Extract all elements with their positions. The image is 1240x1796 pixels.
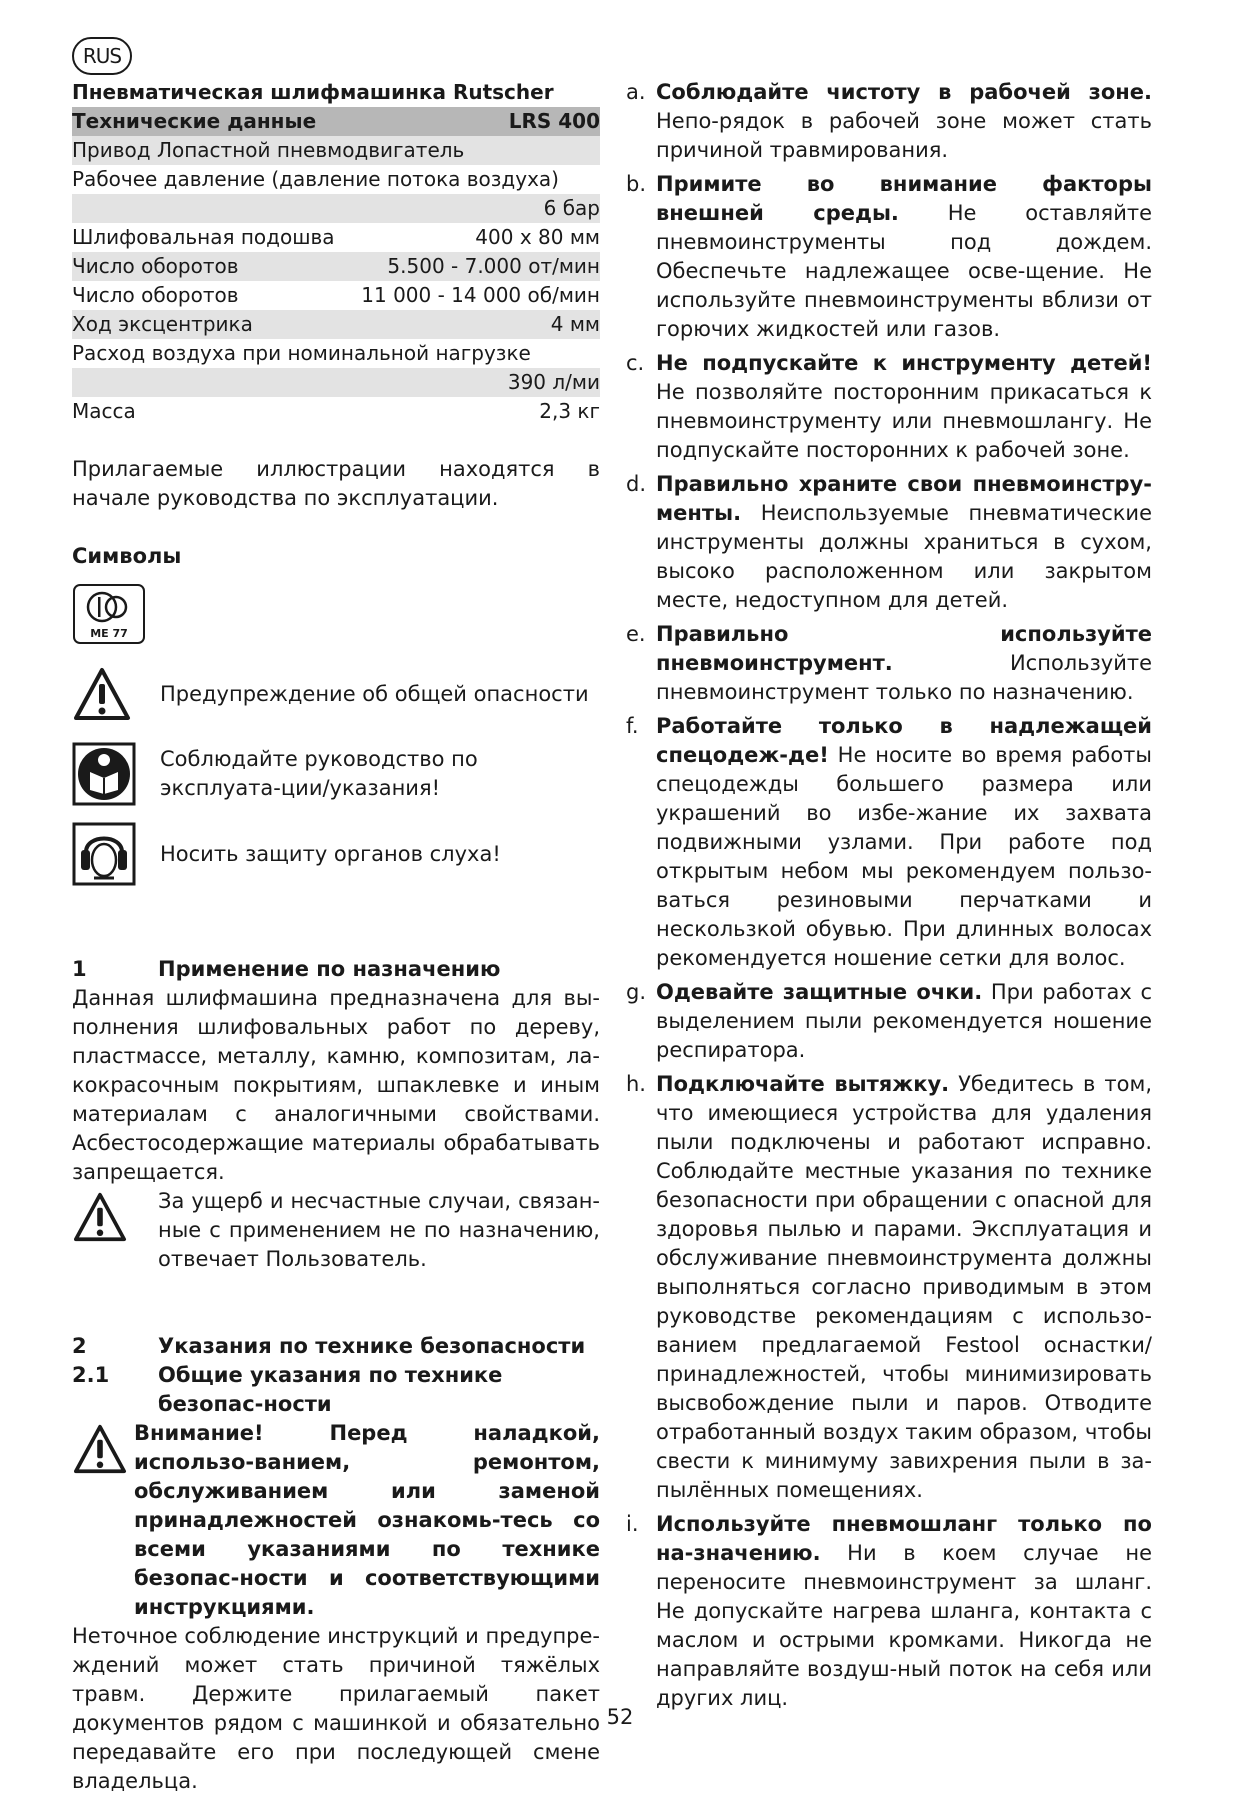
spec-row <box>72 194 600 223</box>
spec-label: Привод Лопастной пневмодвигатель <box>72 138 465 162</box>
item-letter: g. <box>626 980 647 1004</box>
spec-row <box>72 339 600 368</box>
section-1-warning <box>72 1187 600 1274</box>
general-danger-text: Предупреждение об общей опасности <box>160 681 589 706</box>
warning-bold-text: Внимание! Перед наладкой, использо-ванием, ремонтом, обслуживанием или заменой принадлежностей ознакомь-тесь со всеми указаниями по технике безопас-ности и соответствующими инструкциями. <box>134 1421 600 1619</box>
read-manual-text: Соблюдайте руководство по эксплуата-ции/указания! <box>160 747 478 800</box>
warning-triangle-icon <box>72 657 146 731</box>
item-bold: Примите во внимание факторы внешней среды. <box>656 172 1152 225</box>
list-item <box>626 620 1152 707</box>
list-item <box>626 1510 1152 1713</box>
hearing-protection-icon <box>72 817 146 891</box>
list-item <box>626 978 1152 1065</box>
spec-label: Число оборотов <box>72 283 239 307</box>
spec-row <box>72 368 600 397</box>
item-text: При работах с выделением пыли рекомендуется ношение респиратора. <box>656 980 1152 1062</box>
warning-text: За ущерб и несчастные случаи, связан-ные с применением не по назначению, отвечает Пользователь. <box>158 1189 600 1271</box>
product-title: Пневматическая шлифмашинка Rutscher <box>72 80 554 104</box>
spec-header-value: LRS 400 <box>508 109 600 133</box>
spec-row <box>72 165 600 194</box>
spec-label: Расход воздуха при номинальной нагрузке <box>72 341 531 365</box>
item-text: Используйте пневмоинструмент только по назначению. <box>656 651 1152 704</box>
warning-triangle-icon <box>72 1419 134 1622</box>
symbols-heading: Символы <box>72 544 182 568</box>
spec-row <box>72 136 600 165</box>
illustrations-note: Прилагаемые иллюстрации находятся в начале руководства по эксплуатации. <box>72 457 600 510</box>
spec-value: 6 бар <box>543 196 600 220</box>
item-letter: b. <box>626 172 647 196</box>
hearing-protection-text: Носить защиту органов слуха! <box>160 841 501 866</box>
spec-table <box>72 107 600 426</box>
section-2-heading <box>72 1332 600 1361</box>
item-letter: d. <box>626 472 647 496</box>
left-column <box>72 78 600 1796</box>
spec-row <box>72 397 600 426</box>
item-bold: Правильно используйте пневмоинструмент. <box>656 622 1152 675</box>
spec-row <box>72 281 600 310</box>
list-item <box>626 170 1152 344</box>
spec-label: Шлифовальная подошва <box>72 225 335 249</box>
item-text: Ни в коем случае не переносите пневмоинструмент за шланг. Не допускайте нагрева шланга, контакта с маслом и острыми кромками. Никогда не направляйте воздуш-ный поток на себя или других лиц. <box>656 1541 1152 1710</box>
right-column <box>626 78 1152 1718</box>
section-title: Указания по технике безопасности <box>158 1334 586 1358</box>
language-badge: RUS <box>72 37 132 75</box>
list-item <box>626 712 1152 973</box>
spec-header-label: Технические данные <box>72 109 317 133</box>
section-1-heading <box>72 955 600 984</box>
symbol-general-danger <box>72 657 600 731</box>
spec-row <box>72 310 600 339</box>
item-bold: Подключайте вытяжку. <box>656 1072 950 1096</box>
section-number: 2 <box>72 1334 87 1358</box>
page-number: 52 <box>606 1705 634 1729</box>
item-letter: a. <box>626 80 646 104</box>
section-1-text: Данная шлифмашина предназначена для вы-полнения шлифовальных работ по дереву, пластмассе, металлу, камню, композитам, ла-кокрасочным покрытиям, шпаклевке и иным материалам с аналогичными свойствами. Асбестосодержащие материалы обрабатывать запрещается. <box>72 986 600 1184</box>
spec-label: Ход эксцентрика <box>72 312 253 336</box>
warning-triangle-icon <box>72 1187 144 1274</box>
subsection-number: 2.1 <box>72 1363 110 1387</box>
warning-body-text: Неточное соблюдение инструкций и предупре-ждений может стать причиной тяжёлых травм. Держите прилагаемый пакет документов рядом с машинкой и обязательно передавайте его при последующей смене владельца. <box>72 1624 600 1793</box>
spec-row <box>72 252 600 281</box>
list-item <box>626 470 1152 615</box>
item-text: Не позволяйте посторонним прикасаться к пневмоинструменту или пневмошлангу. Не подпускайте посторонних к рабочей зоне. <box>656 380 1152 462</box>
subsection-title: Общие указания по технике безопас-ности <box>158 1363 503 1416</box>
list-item <box>626 349 1152 465</box>
spec-label: Масса <box>72 399 136 423</box>
item-letter: e. <box>626 622 646 646</box>
spec-row <box>72 223 600 252</box>
section-2-1-heading <box>72 1361 600 1419</box>
list-item <box>626 78 1152 165</box>
item-bold: Правильно храните свои пневмоинстру-менты. <box>656 472 1152 525</box>
item-bold: Используйте пневмошланг только по на-значению. <box>656 1512 1152 1565</box>
item-text: Непо-рядок в рабочей зоне может стать причиной травмирования. <box>656 109 1152 162</box>
item-text: Неиспользуемые пневматические инструменты должны храниться в сухом, высоко расположенном или закрытом месте, недоступном для детей. <box>656 501 1152 612</box>
read-manual-icon <box>72 737 146 811</box>
list-item <box>626 1070 1152 1505</box>
item-bold: Соблюдайте чистоту в рабочей зоне. <box>656 80 1152 104</box>
spec-header-row <box>72 107 600 136</box>
spec-value: 390 л/ми <box>507 370 600 394</box>
item-text: Убедитесь в том, что имеющиеся устройства для удаления пыли подключены и работают исправно. Соблюдайте местные указания по технике безопасности при обращении с опасной для здоровья пылью и парами. Эксплуатация и обслуживание пневмоинструмента должны выполняться согласно приводимым в этом руководстве рекомендациям с использо-ванием предлагаемой Festool оснастки/ принадлежностей, чтобы минимизировать высвобождение пыли и паров. Отводите отработанный воздух таким образом, чтобы свести к минимуму завихрения пыли в за-пылённых помещениях. <box>656 1072 1152 1502</box>
symbol-hearing-protection <box>72 817 600 891</box>
item-bold: Одевайте защитные очки. <box>656 980 983 1004</box>
section-number: 1 <box>72 957 87 981</box>
spec-value: 11 000 - 14 000 об/мин <box>361 283 600 307</box>
spec-label: Рабочее давление (давление потока воздуха) <box>72 167 559 191</box>
certification-mark-icon <box>72 577 146 651</box>
section-title: Применение по назначению <box>158 957 501 981</box>
item-bold: Не подпускайте к инструменту детей! <box>656 351 1152 375</box>
spec-value: 400 х 80 мм <box>475 225 600 249</box>
spec-value: 5.500 - 7.000 от/мин <box>387 254 600 278</box>
spec-label: Число оборотов <box>72 254 239 278</box>
cert-label: МЕ 77 <box>90 627 128 640</box>
item-letter: c. <box>626 351 645 375</box>
spec-value: 2,3 кг <box>539 399 600 423</box>
item-text: Не оставляйте пневмоинструменты под дождем. Обеспечьте надлежащее осве-щение. Не используйте пневмоинструменты вблизи от горючих жидкостей или газов. <box>656 201 1152 341</box>
item-bold: Работайте только в надлежащей спецодеж-де! <box>656 714 1152 767</box>
symbol-certification <box>72 577 600 651</box>
item-text: Не носите во время работы спецодежды большего размера или украшений во избе-жание их захвата подвижными узлами. При работе под открытым небом мы рекомендуем пользо-ваться резиновыми перчатками и нескользкой обувью. При длинных волосах рекомендуется ношение сетки для волос. <box>656 743 1152 970</box>
symbol-read-manual <box>72 737 600 811</box>
item-letter: i. <box>626 1512 639 1536</box>
item-letter: f. <box>626 714 639 738</box>
spec-value: 4 мм <box>550 312 600 336</box>
section-2-warning <box>72 1419 600 1622</box>
item-letter: h. <box>626 1072 646 1096</box>
